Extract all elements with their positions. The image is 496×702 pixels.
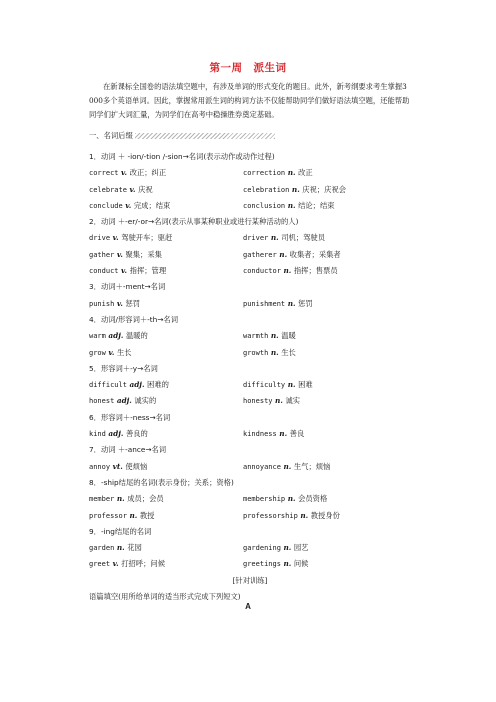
derived-word-entry bbox=[243, 540, 308, 556]
derived-word-entry bbox=[243, 263, 338, 279]
rule-heading bbox=[89, 149, 411, 165]
entry-meaning: 花园 bbox=[127, 543, 142, 553]
base-word-entry bbox=[89, 182, 153, 198]
vocabulary-list bbox=[89, 149, 411, 605]
entry-word: professor bbox=[89, 511, 127, 520]
entry-word: celebrate bbox=[89, 185, 127, 194]
entry-word: warmth bbox=[243, 332, 269, 341]
entry-word: kind bbox=[89, 430, 106, 439]
word-pair-row bbox=[89, 393, 411, 409]
entry-word: kindness bbox=[243, 430, 277, 439]
intro-paragraph: 在新课标全国卷的语法填空题中，有涉及单词的形式变化的题目。此外，新考纲要求考生掌握3 000多个英语单词。因此，掌握常用派生词的构词方法不仅能帮助同学们做好语法填空题，还能帮助同学们扩大词汇量，为同学们在高考中稳操胜券奠定基础。 bbox=[89, 82, 410, 119]
entry-word: growth bbox=[243, 348, 269, 357]
rule-heading bbox=[89, 214, 411, 230]
entry-meaning: 完成；结束 bbox=[133, 200, 171, 210]
entry-word: membership bbox=[243, 495, 286, 504]
entry-meaning: 诚实 bbox=[285, 396, 301, 406]
entry-pos: n. bbox=[126, 510, 140, 520]
rule-heading bbox=[89, 410, 411, 426]
entry-word: correct bbox=[89, 169, 119, 178]
entry-meaning: 会员资格 bbox=[298, 494, 328, 504]
entry-word: greet bbox=[89, 560, 111, 569]
rule-heading bbox=[89, 312, 411, 328]
entry-meaning: 温暖的 bbox=[125, 331, 148, 341]
entry-pos: n. bbox=[276, 249, 290, 259]
row-text: 3．动词＋-ment→名词 bbox=[89, 282, 166, 292]
word-pair-row bbox=[89, 426, 411, 442]
word-pair-row bbox=[89, 230, 411, 246]
entry-pos: v. bbox=[118, 266, 130, 276]
row-text: 语篇填空(用所给单词的适当形式完成下列短文) bbox=[89, 592, 241, 602]
derived-word-entry bbox=[243, 182, 346, 198]
entry-word: honesty bbox=[243, 397, 273, 406]
entry-word: professorship bbox=[243, 511, 298, 520]
rule-heading bbox=[89, 524, 411, 540]
entry-meaning: 结论；结束 bbox=[298, 200, 335, 210]
entry-word: gather bbox=[89, 250, 115, 259]
entry-pos: n. bbox=[272, 396, 286, 406]
entry-word: correction bbox=[243, 169, 286, 178]
entry-pos: n. bbox=[285, 298, 299, 308]
entry-word: grow bbox=[89, 348, 106, 357]
base-word-entry bbox=[89, 328, 148, 344]
entry-meaning: 改正；纠正 bbox=[129, 168, 167, 178]
entry-pos: v. bbox=[110, 233, 122, 243]
word-pair-row bbox=[89, 540, 411, 556]
base-word-entry bbox=[89, 393, 156, 409]
word-pair-row bbox=[89, 247, 411, 263]
entry-meaning: 温暖 bbox=[281, 331, 296, 341]
derived-word-entry bbox=[243, 328, 296, 344]
base-word-entry bbox=[89, 345, 132, 361]
entry-meaning: 问候 bbox=[293, 559, 309, 569]
section-heading bbox=[89, 130, 411, 142]
derived-word-entry bbox=[243, 556, 308, 572]
entry-word: garden bbox=[89, 544, 115, 553]
derived-word-entry bbox=[243, 165, 313, 181]
text-row bbox=[89, 573, 411, 589]
word-pair-row bbox=[89, 345, 411, 361]
word-pair-row bbox=[89, 198, 411, 214]
entry-meaning: 指挥；售票员 bbox=[293, 266, 338, 276]
entry-pos: v. bbox=[110, 559, 122, 569]
word-pair-row bbox=[89, 263, 411, 279]
heading-hatch-rule bbox=[135, 133, 275, 139]
entry-pos: n. bbox=[289, 184, 303, 194]
entry-word: punish bbox=[89, 299, 115, 308]
row-text: 6．形容词＋-ness→名词 bbox=[89, 412, 171, 422]
entry-pos: adj. bbox=[105, 331, 126, 341]
word-pair-row bbox=[89, 459, 411, 475]
entry-pos: v. bbox=[105, 347, 117, 357]
entry-word: difficulty bbox=[243, 381, 286, 390]
entry-pos: v. bbox=[122, 200, 134, 210]
entry-pos: n. bbox=[280, 543, 294, 553]
entry-word: difficult bbox=[89, 381, 127, 390]
entry-pos: n. bbox=[285, 380, 299, 390]
section-heading-text: 一、名词后缀 bbox=[89, 131, 133, 140]
derived-word-entry bbox=[243, 296, 313, 312]
word-pair-row bbox=[89, 508, 411, 524]
entry-pos: adj. bbox=[105, 429, 126, 439]
base-word-entry bbox=[89, 556, 165, 572]
entry-word: warm bbox=[89, 332, 106, 341]
entry-word: annoy bbox=[89, 462, 111, 471]
entry-word: conclusion bbox=[243, 201, 286, 210]
entry-word: gardening bbox=[243, 544, 281, 553]
entry-word: conduct bbox=[89, 267, 119, 276]
entry-word: honest bbox=[89, 397, 115, 406]
entry-pos: n. bbox=[285, 168, 299, 178]
entry-pos: v. bbox=[114, 249, 126, 259]
word-pair-row bbox=[89, 165, 411, 181]
entry-meaning: 生长 bbox=[117, 347, 132, 357]
rule-heading bbox=[89, 442, 411, 458]
entry-meaning: 生长 bbox=[281, 347, 296, 357]
base-word-entry bbox=[89, 247, 162, 263]
row-text: 4．动词/形容词＋-th→名词 bbox=[89, 314, 179, 324]
entry-word: driver bbox=[243, 234, 269, 243]
entry-pos: n. bbox=[285, 494, 299, 504]
entry-word: conclude bbox=[89, 201, 123, 210]
entry-meaning: 惩罚 bbox=[125, 298, 141, 308]
base-word-entry bbox=[89, 459, 147, 475]
entry-meaning: 改正 bbox=[298, 168, 313, 178]
entry-pos: v. bbox=[118, 168, 130, 178]
base-word-entry bbox=[89, 426, 148, 442]
base-word-entry bbox=[89, 296, 140, 312]
base-word-entry bbox=[89, 230, 172, 246]
entry-meaning: 庆祝 bbox=[138, 184, 153, 194]
word-pair-row bbox=[89, 491, 411, 507]
derived-word-entry bbox=[243, 247, 341, 263]
entry-word: conductor bbox=[243, 267, 281, 276]
entry-meaning: 教授 bbox=[139, 510, 155, 520]
entry-word: greetings bbox=[243, 560, 281, 569]
word-pair-row bbox=[89, 182, 411, 198]
entry-meaning: 困难 bbox=[298, 380, 313, 390]
row-text: 1．动词 ＋ -ion/-tion /-sion→名词(表示动作或动作过程) bbox=[89, 152, 275, 161]
rule-heading bbox=[89, 279, 411, 295]
page-title: 第一周 派生词 bbox=[209, 62, 287, 74]
entry-meaning: 善良的 bbox=[125, 429, 148, 439]
entry-meaning: 收集者；采集者 bbox=[289, 249, 341, 259]
derived-word-entry bbox=[243, 230, 325, 246]
word-pair-row bbox=[89, 377, 411, 393]
entry-word: annoyance bbox=[243, 462, 281, 471]
entry-meaning: 成员；会员 bbox=[127, 494, 164, 504]
entry-pos: v. bbox=[114, 298, 126, 308]
entry-pos: n. bbox=[280, 461, 294, 471]
entry-pos: n. bbox=[285, 200, 299, 210]
entry-meaning: 指挥；管理 bbox=[129, 266, 167, 276]
passage-label: A bbox=[245, 602, 251, 611]
row-text: 8．-ship结尾的名词(表示身份；关系；资格) bbox=[89, 477, 234, 487]
entry-meaning: 司机；驾驶员 bbox=[281, 233, 326, 243]
entry-pos: n. bbox=[297, 510, 311, 520]
word-pair-row bbox=[89, 556, 411, 572]
base-word-entry bbox=[89, 263, 166, 279]
entry-meaning: 困难的 bbox=[147, 380, 169, 390]
base-word-entry bbox=[89, 540, 142, 556]
base-word-entry bbox=[89, 508, 154, 524]
derived-word-entry bbox=[243, 491, 327, 507]
entry-word: punishment bbox=[243, 299, 286, 308]
entry-pos: adj. bbox=[126, 380, 148, 390]
entry-pos: n. bbox=[268, 347, 282, 357]
entry-pos: n. bbox=[114, 543, 128, 553]
derived-word-entry bbox=[243, 508, 340, 524]
entry-meaning: 生气；烦恼 bbox=[293, 461, 331, 471]
word-pair-row bbox=[89, 328, 411, 344]
entry-meaning: 打招呼；问候 bbox=[121, 559, 165, 569]
derived-word-entry bbox=[243, 426, 304, 442]
row-text: 2．动词 ＋-er/-or→名词(表示从事某种职业或进行某种活动的人) bbox=[89, 217, 299, 227]
entry-pos: n. bbox=[114, 494, 128, 504]
entry-pos: vt. bbox=[110, 461, 126, 471]
entry-pos: n. bbox=[276, 429, 290, 439]
entry-pos: adj. bbox=[114, 396, 135, 406]
entry-pos: v. bbox=[126, 184, 139, 194]
row-text: 5．形容词＋-y→名词 bbox=[89, 363, 158, 373]
derived-word-entry bbox=[243, 459, 330, 475]
row-text: 9．-ing结尾的名词 bbox=[89, 526, 152, 536]
base-word-entry bbox=[89, 491, 164, 507]
entry-word: member bbox=[89, 495, 115, 504]
rule-heading bbox=[89, 361, 411, 377]
derived-word-entry bbox=[243, 345, 296, 361]
derived-word-entry bbox=[243, 377, 313, 393]
entry-meaning: 驾驶开车；驱赶 bbox=[121, 233, 173, 243]
entry-pos: n. bbox=[280, 266, 294, 276]
base-word-entry bbox=[89, 165, 166, 181]
entry-meaning: 惩罚 bbox=[298, 298, 313, 308]
entry-pos: n. bbox=[268, 233, 282, 243]
entry-meaning: 使烦恼 bbox=[125, 461, 148, 471]
row-text: 7．动词 ＋-ance→名词 bbox=[89, 445, 167, 455]
word-pair-row bbox=[89, 296, 411, 312]
entry-pos: n. bbox=[268, 331, 282, 341]
base-word-entry bbox=[89, 198, 170, 214]
entry-meaning: 园艺 bbox=[293, 543, 309, 553]
entry-word: gatherer bbox=[243, 250, 277, 259]
entry-meaning: 善良 bbox=[289, 429, 305, 439]
entry-meaning: 教授身份 bbox=[310, 510, 340, 520]
entry-word: celebration bbox=[243, 185, 290, 194]
practice-heading: [针对训练] bbox=[232, 575, 268, 585]
base-word-entry bbox=[89, 377, 169, 393]
entry-meaning: 聚集；采集 bbox=[125, 249, 162, 259]
entry-meaning: 庆祝；庆祝会 bbox=[302, 184, 347, 194]
derived-word-entry bbox=[243, 198, 335, 214]
entry-meaning: 诚实的 bbox=[134, 396, 157, 406]
derived-word-entry bbox=[243, 393, 300, 409]
rule-heading bbox=[89, 475, 411, 491]
entry-pos: n. bbox=[280, 559, 294, 569]
entry-word: drive bbox=[89, 234, 111, 243]
